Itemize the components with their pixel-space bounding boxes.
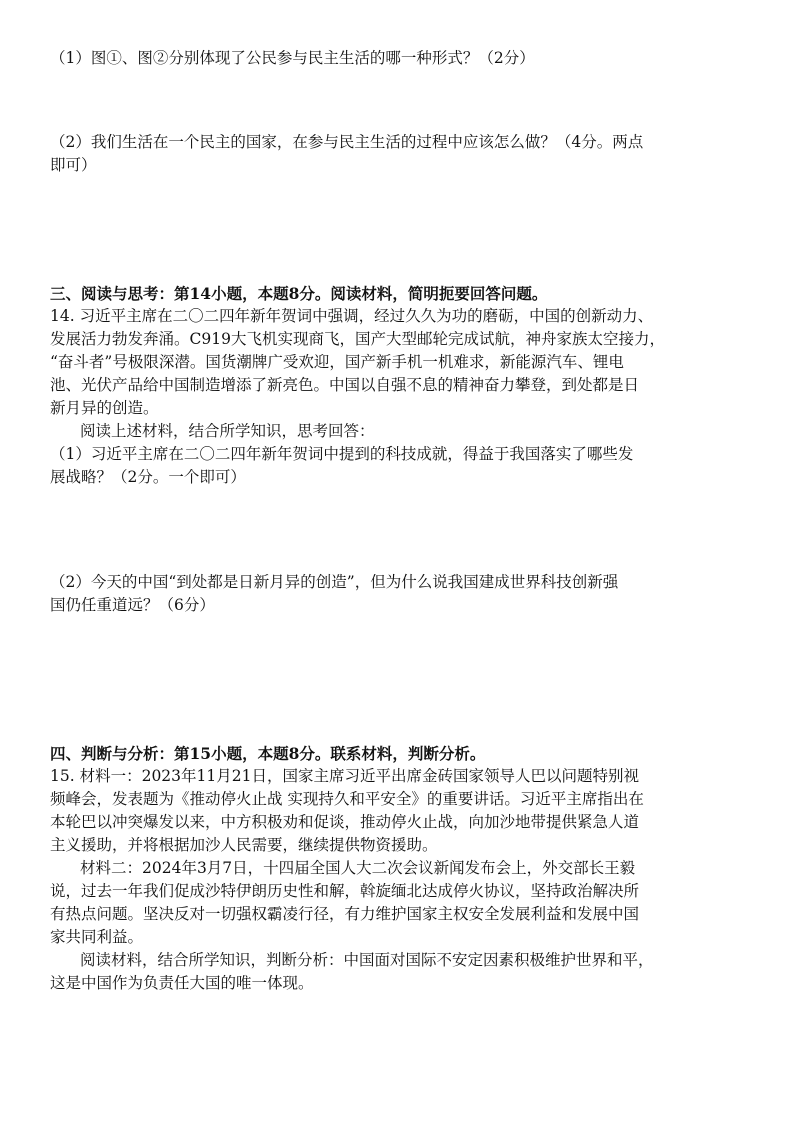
q15-task-second: 这是中国作为负责任大国的唯一体现。	[50, 974, 314, 992]
q14-material-line: 池、光伏产品给中国制造增添了新亮色。中国以自强不息的精神奋力攀登，到处都是日	[50, 376, 640, 394]
section3-heading: 三、阅读与思考：第14小题，本题8分。阅读材料，简明扼要回答问题。	[50, 284, 548, 303]
q15-material1-line: 15. 材料一：2023年11月21日，国家主席习近平出席金砖国家领导人巴以问题特别视	[50, 767, 639, 785]
q14-sub1-line1: （1）习近平主席在二〇二四年新年贺词中提到的科技成就，得益于我国落实了哪些发	[50, 445, 634, 463]
q14-sub2-line1: （2）今天的中国“到处都是日新月异的创造”，但为什么说我国建成世界科技创新强	[50, 573, 619, 591]
q14-material-line: 发展活力勃发奔涌。C919大飞机实现商飞，国产大型邮轮完成试航，神舟家族太空接力，	[50, 330, 665, 348]
q15-material1-line: 频峰会，发表题为《推动停火止战 实现持久和平安全》的重要讲话。习近平主席指出在	[50, 790, 644, 808]
q14-material-line: 新月异的创造。	[50, 399, 159, 417]
q15-material2-line: 有热点问题。坚决反对一切强权霸凌行径，有力维护国家主权安全发展利益和发展中国	[50, 905, 640, 923]
q15-task-first: 阅读材料，结合所学知识，判断分析：中国面对国际不安定因素积极维护世界和平，	[80, 951, 654, 969]
q14-instruction: 阅读上述材料，结合所学知识，思考回答：	[80, 422, 375, 440]
q15-material1-line: 本轮巴以冲突爆发以来，中方积极劝和促谈，推动停火止战，向加沙地带提供紧急人道	[50, 813, 640, 831]
section4-heading: 四、判断与分析：第15小题，本题8分。联系材料，判断分析。	[50, 744, 486, 763]
q13-sub2-line2: 即可）	[50, 156, 97, 174]
q15-material2-first: 材料二：2024年3月7日，十四届全国人大二次会议新闻发布会上，外交部长王毅	[80, 859, 636, 877]
q14-sub2-line2: 国仍任重道远？（6分）	[50, 596, 215, 614]
q14-material-line: 14. 习近平主席在二〇二四年新年贺词中强调，经过久久为功的磨砺，中国的创新动力、	[50, 307, 654, 325]
q13-sub1: （1）图①、图②分别体现了公民参与民主生活的哪一种形式？（2分）	[50, 49, 535, 67]
q15-material2-line: 说，过去一年我们促成沙特伊朗历史性和解，斡旋缅北达成停火协议，坚持政治解决所	[50, 882, 640, 900]
q14-sub1-line2: 展战略？（2分。一个即可）	[50, 468, 246, 486]
q13-sub2-line1: （2）我们生活在一个民主的国家，在参与民主生活的过程中应该怎么做？（4分。两点	[50, 133, 644, 151]
q15-material2-line: 家共同利益。	[50, 928, 144, 946]
q14-material-line: “奋斗者”号极限深潜。国货潮牌广受欢迎，国产新手机一机难求，新能源汽车、锂电	[50, 353, 624, 371]
q15-material1-line: 主义援助，并将根据加沙人民需要，继续提供物资援助。	[50, 836, 438, 854]
